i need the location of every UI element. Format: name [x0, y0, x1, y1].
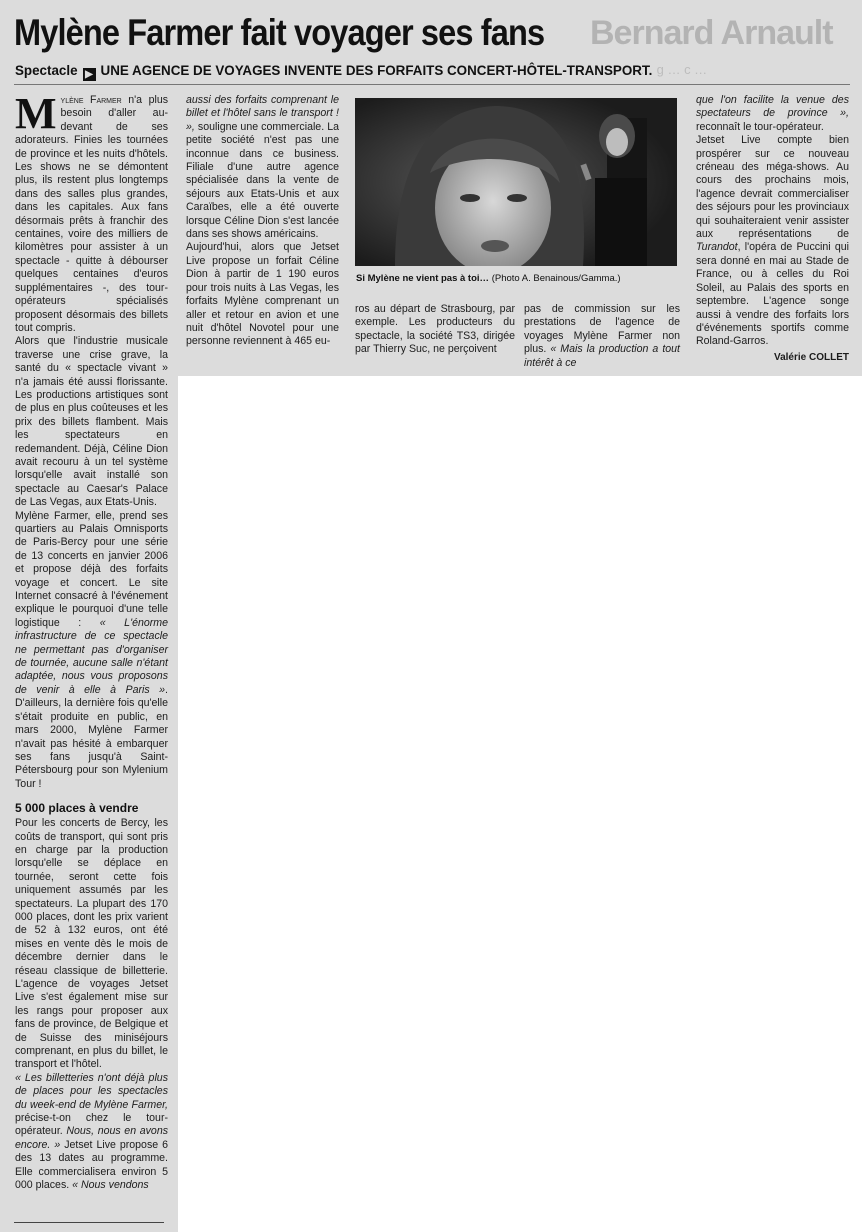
paragraph: Alors que l'industrie musicale traverse une crise grave, la santé du « spectacle vivant » n'a jamais été aussi florissante. Les productions artistiques sont de plus en plus coûteuses et les prix des billets flambent. Mais les spectateurs en redemandent. Déjà, Céline Dion avait recouru à un tel système lorsqu'elle avait installé son spectacle au Caesar's Palace de Las Vegas, aux Etats-Unis.: [15, 335, 168, 509]
paragraph: Jetset Live compte bien prospérer sur ce nouveau créneau des méga-shows. Au cours des prochains mois, l'agence devrait commercialiser des séjours pour les provinciaux qui souhaiteraient venir assister aux représentations de Turandot, l'opéra de Puccini qui sera donné en mai au Stade de France, ou à celles du Roi Soleil, au Palais des sports en septembre. L'agence songe aussi à vendre des forfaits lors d'événements sportifs comme Roland-Garros.: [696, 134, 849, 348]
title-divider: [14, 84, 850, 85]
bleed-through-line: … g … c …: [640, 62, 708, 77]
article-column-2: aussi des forfaits comprenant le billet et l'hôtel sans le transport ! », souligne une commerciale. La petite société n'est pas une inconnue dans ce business. Filiale d'une autre agence spécialisée dans la vente de séjours aux Etats-Unis et aux Caraïbes, elle a été ouverte lorsque Céline Dion s'est lancée dans ses shows américains. Aujourd'hui, alors que Jetset Live propose un forfait Céline Dion à partir de 1 190 euros pour trois nuits à Las Vegas, les forfaits Mylène comprenant un aller et retour en avion et une nuit d'hôtel Novotel pour une personne reviennent à 465 eu-: [186, 94, 339, 348]
intro-paragraph: n'a plus besoin d'aller au-devant de ses adorateurs. Finies les tournées de province et les nuits d'hôtels. Les shows ne se démontent plus, ils restent plus longtemps dans des salles plus grandes, dans les capitales. Aux fans désormais prêts à franchir des centaines, voire des milliers de kilomètres pour assister à un spectacle - quitte à débourser quelques centaines d'euros supplémentaires -, des tour-opérateurs spécialisés proposent désormais des billets tout compris.: [15, 94, 169, 334]
article-deck: [15, 63, 652, 81]
bleed-through-headline: Bernard Arnault: [590, 14, 833, 52]
bottom-divider: [14, 1222, 164, 1223]
deck-text: UNE AGENCE DE VOYAGES INVENTE DES FORFAITS CONCERT-HÔTEL-TRANSPORT.: [100, 63, 653, 78]
paragraph: Aujourd'hui, alors que Jetset Live propose un forfait Céline Dion à partir de 1 190 euros pour trois nuits à Las Vegas, les forfaits Mylène comprenant un aller et retour en avion et une nuit d'hôtel Novotel pour une personne reviennent à 465 eu-: [186, 241, 339, 348]
article-column-4: [524, 303, 680, 370]
caption-text: Si Mylène ne vient pas à toi…: [356, 273, 490, 284]
article-column-5: que l'on facilite la venue des spectateurs de province », reconnaît le tour-opérateur. Jetset Live compte bien prospérer sur ce nouveau créneau des méga-shows. Au cours des prochains mois, l'agence devrait commercialiser des séjours pour les provinciaux qui souhaiteraient venir assister aux représentations de Turandot, l'opéra de Puccini qui sera donné en mai au Stade de France, ou à celles du Roi Soleil, au Palais des sports en septembre. L'agence songe aussi à vendre des forfaits lors d'événements sportifs comme Roland-Garros. Valérie COLLET: [696, 94, 849, 363]
article-photo: [355, 98, 677, 266]
paragraph: Pour les concerts de Bercy, les coûts de transport, qui sont pris en charge par la production lorsqu'elle se déplace en tournée, seront cette fois uniquement assumés par les spectateurs. La plupart des 170 000 places, dont les prix varient de 52 à 132 euros, ont été mises en vente dès le mois de décembre dernier dans le réseau classique de billetterie. L'agence de voyages Jetset Live s'est également mise sur les rangs pour proposer aux fans de province, de Belgique et de Suisse des miniséjours comprenant, en plus du billet, le transport et l'hôtel.: [15, 817, 168, 1071]
quote: aussi des forfaits comprenant le billet et l'hôtel sans le transport ! »,: [186, 94, 339, 133]
paragraph: « Les billetteries n'ont déjà plus de places pour les spectacles du week-end de Mylène Farmer, précise-t-on chez le tour-opérateur. Nous, nous en avons encore. » Jetset Live propose 6 des 13 dates au programme. Elle commercialisera environ 5 000 places. « Nous vendons: [15, 1071, 169, 1192]
article-title: Mylène Farmer fait voyager ses fans: [14, 12, 545, 53]
drop-cap: M: [15, 89, 57, 138]
photo-credit: (Photo A. Benainous/Gamma.): [491, 273, 621, 284]
paragraph: Mylène Farmer, elle, prend ses quartiers au Palais Omnisports de Paris-Bercy pour une série de 13 concerts en janvier 2006 et propose déjà des forfaits voyage et concert. Le site Internet consacré à l'événement explique le pourquoi d'une telle logistique : « L'énorme infrastructure de ce spectacle ne permettant pas d'organiser de tournée, aucune salle n'étant adaptée, nous vous proposons de venir à elle à Paris ». D'ailleurs, la dernière fois qu'elle s'était produite en public, en mars 2000, Mylène Farmer n'avait pas hésité à embarquer ses fans jusqu'à Saint-Pétersbourg pour son Mylenium Tour !: [15, 509, 169, 790]
lead-name: ylène Farmer: [60, 94, 122, 106]
rubric-label: Spectacle: [15, 63, 78, 78]
section-subhead: 5 000 places à vendre: [15, 801, 139, 816]
article-column-3: [355, 303, 515, 357]
article-column-1: [15, 89, 169, 1193]
arrow-right-icon: ▶: [83, 68, 96, 81]
paragraph: pas de commission sur les prestations de l'agence de voyages Mylène Farmer non plus. « Mais la production a tout intérêt à ce: [524, 303, 680, 369]
quote: que l'on facilite la venue des spectateurs de province »,: [696, 94, 849, 120]
concert-photo-illustration: [355, 98, 677, 266]
paragraph: ros au départ de Strasbourg, par exemple. Les producteurs du spectacle, la société TS3, dirigée par Thierry Suc, ne perçoivent: [355, 303, 515, 356]
photo-caption: [356, 273, 621, 284]
author-signature: Valérie COLLET: [773, 351, 849, 363]
